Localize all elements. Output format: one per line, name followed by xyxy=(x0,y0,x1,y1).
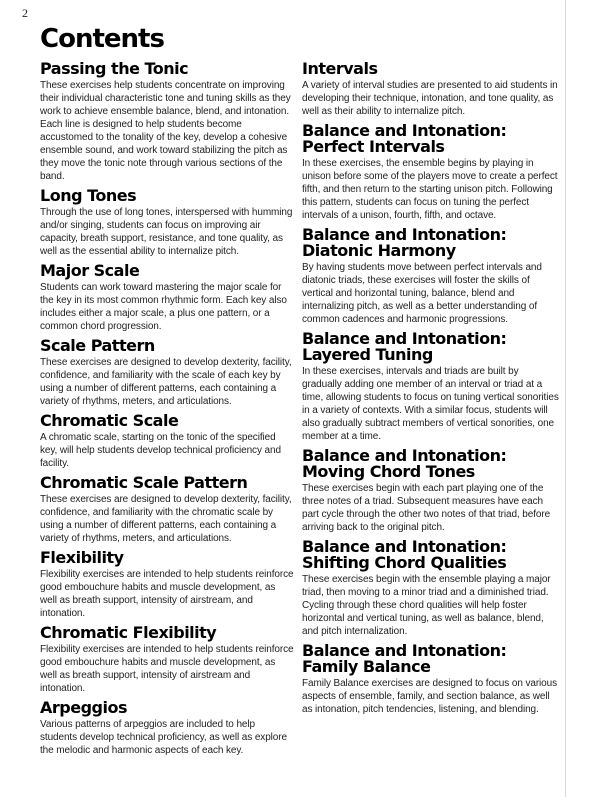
section-heading: Balance and Intonation: Layered Tuning xyxy=(302,329,507,364)
page-number: 2 xyxy=(22,6,28,20)
section-body: These exercises help students concentrate on improving their individual characteristic tone and tuning skills as they work to achieve ensemble balance, blend, and intonation. Each line is designed to help students become accustomed to the tonality of the key, develop a cohesive ensemble sound, and work toward stabilizing the pitch as they move the tonic note through various sections of the band. xyxy=(40,80,291,182)
section-body: These exercises are designed to develop dexterity, facility, confidence, and familiarity with the chromatic scale by using a number of different patterns, each containing a variety of rhythms, meters, and articulations. xyxy=(40,494,292,544)
toc-section-intervals xyxy=(302,61,560,118)
section-body: Flexibility exercises are intended to help students reinforce good embouchure habits and muscle development, as well as breath support, intensity of airstream, and intonation. xyxy=(40,569,294,619)
section-body: A variety of interval studies are presented to aid students in developing their technique, intonation, and tone quality, as well as their ability to internalize pitch. xyxy=(302,80,558,117)
toc-section-balance-intonation-diatonic-harmony xyxy=(302,227,560,326)
toc-section-balance-intonation-family-balance xyxy=(302,643,560,716)
section-heading: Balance and Intonation: Moving Chord Tones xyxy=(302,446,507,481)
section-body: By having students move between perfect intervals and diatonic triads, these exercises will foster the skills of vertical and horizontal tuning, balance, blend and internalizing pitch, as well as a better understanding of common cadences and harmonic progressions. xyxy=(302,262,542,325)
section-body: Family Balance exercises are designed to focus on various aspects of ensemble, family, and section balance, as well as intonation, pitch tendencies, listening, and blending. xyxy=(302,678,557,715)
left-column xyxy=(40,61,294,762)
toc-section-flexibility xyxy=(40,550,294,620)
section-body: Students can work toward mastering the major scale for the key in its most common rhythmic form. Each key also includes either a major scale, a plus one pattern, or a common chord progression. xyxy=(40,282,287,332)
toc-section-scale-pattern xyxy=(40,338,294,408)
toc-section-balance-intonation-moving-chord-tones xyxy=(302,448,560,534)
toc-section-balance-intonation-perfect-intervals xyxy=(302,123,560,222)
right-column xyxy=(302,61,560,762)
section-heading: Long Tones xyxy=(40,186,137,205)
section-heading: Flexibility xyxy=(40,548,124,567)
page-title: Contents xyxy=(40,24,164,54)
section-heading: Major Scale xyxy=(40,261,140,280)
section-body: Through the use of long tones, interspersed with humming and/or singing, students can focus on improving air capacity, breath support, resistance, and tone quality, as well as the essential ability to internalize pitch. xyxy=(40,207,293,257)
toc-section-chromatic-flexibility xyxy=(40,625,294,695)
toc-section-passing-the-tonic xyxy=(40,61,294,183)
section-heading: Passing the Tonic xyxy=(40,59,189,78)
section-heading: Chromatic Scale xyxy=(40,411,179,430)
page-edge-line xyxy=(565,0,566,797)
section-body: These exercises begin with the ensemble playing a major triad, then moving to a minor triad and a diminished triad. Cycling through these chord qualities will help foster horizontal and vertical tuning, as well as balance, blend, and pitch internalization. xyxy=(302,574,551,637)
section-body: A chromatic scale, starting on the tonic of the specified key, will help students develop technical proficiency and facility. xyxy=(40,432,281,469)
toc-section-chromatic-scale-pattern xyxy=(40,475,294,545)
toc-section-balance-intonation-layered-tuning xyxy=(302,331,560,443)
toc-section-long-tones xyxy=(40,188,294,258)
section-body: Various patterns of arpeggios are included to help students develop technical proficiency, as well as explore the melodic and harmonic aspects of each key. xyxy=(40,719,287,756)
section-heading: Chromatic Flexibility xyxy=(40,623,217,642)
section-body: These exercises are designed to develop dexterity, facility, confidence, and familiarity with the scale of each key by using a number of different patterns, each containing a variety of rhythms, meters, and articulations. xyxy=(40,357,292,407)
toc-section-major-scale xyxy=(40,263,294,333)
section-heading: Balance and Intonation: Diatonic Harmony xyxy=(302,225,507,260)
toc-section-chromatic-scale xyxy=(40,413,294,470)
two-column-layout xyxy=(40,61,562,762)
section-heading: Arpeggios xyxy=(40,698,127,717)
section-body: In these exercises, intervals and triads are built by gradually adding one member of an interval or triad at a time, allowing students to focus on tuning vertical sonorities in a variety of contexts. With a similar focus, students will also gradually subtract members of vertical sonorities, one member at a time. xyxy=(302,366,559,442)
section-heading: Scale Pattern xyxy=(40,336,155,355)
section-body: These exercises begin with each part playing one of the three notes of a triad. Subsequent measures have each part cycle through the other two notes of that triad, before arriving back to the original pitch. xyxy=(302,483,551,533)
section-heading: Balance and Intonation: Family Balance xyxy=(302,641,507,676)
section-heading: Balance and Intonation: Shifting Chord Qualities xyxy=(302,537,507,572)
contents-page xyxy=(40,24,562,762)
toc-section-arpeggios xyxy=(40,700,294,757)
section-heading: Chromatic Scale Pattern xyxy=(40,473,248,492)
section-heading: Intervals xyxy=(302,59,378,78)
section-heading: Balance and Intonation: Perfect Intervals xyxy=(302,121,507,156)
section-body: In these exercises, the ensemble begins by playing in unison before some of the players move to create a perfect fifth, and then return to the starting unison pitch. Following this pattern, students can focus on tuning the perfect intervals of a unison, fourth, fifth, and octave. xyxy=(302,158,558,221)
section-body: Flexibility exercises are intended to help students reinforce good embouchure habits and muscle development, as well as breath support, intensity of airstream and intonation. xyxy=(40,644,294,694)
toc-section-balance-intonation-shifting-chord-qualities xyxy=(302,539,560,638)
